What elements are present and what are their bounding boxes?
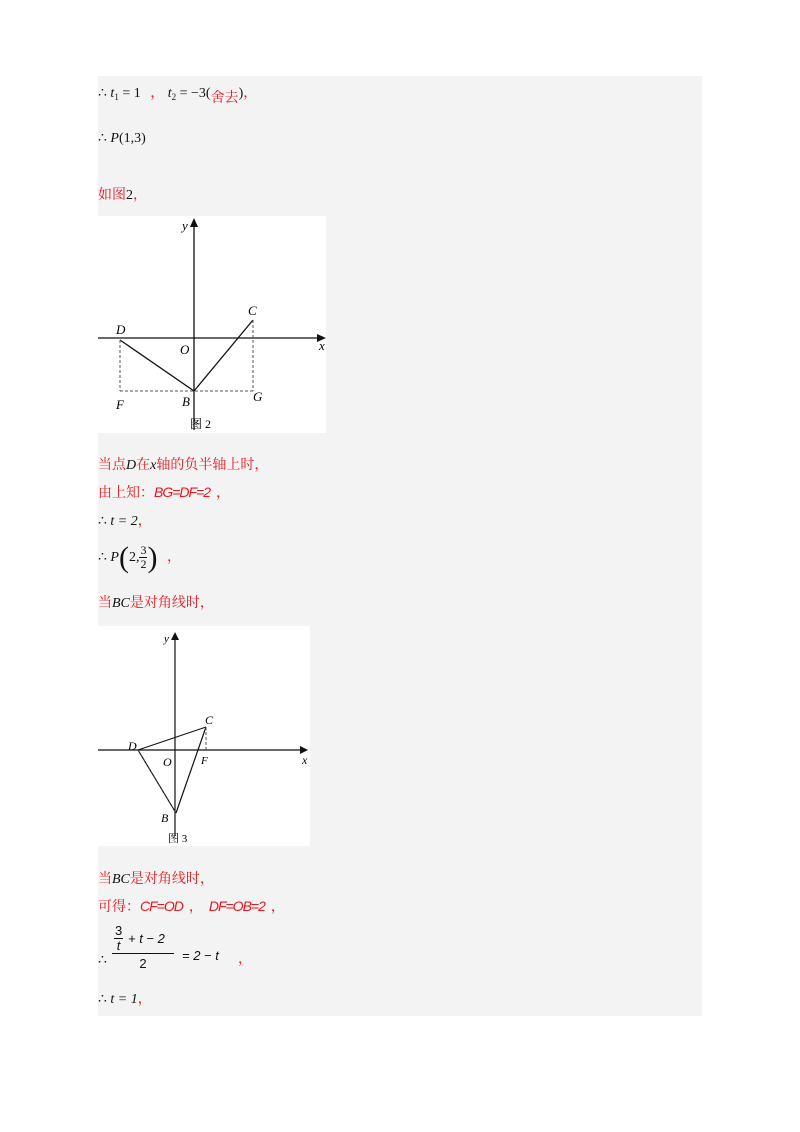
point-p: P [110, 550, 119, 565]
label-o: O [180, 342, 190, 357]
line-d-negative-axis [98, 454, 268, 474]
segment-bc: BC [112, 872, 130, 887]
point-p-coords: (1,3) [118, 131, 146, 146]
line-t-values [98, 82, 258, 106]
discard-label: 舍去 [210, 90, 239, 106]
label-o: O [163, 755, 172, 769]
label-d: D [128, 739, 137, 753]
coord-x: 2, [128, 550, 140, 565]
text-from-above: 由上知： [98, 485, 154, 501]
frac-denominator: 2 [140, 557, 147, 572]
frac-numerator: 3 [140, 543, 147, 558]
t1-subscript: 1 [114, 92, 119, 102]
var-x: x [150, 458, 157, 473]
figure-3-diagram [98, 626, 310, 846]
comma: ， [270, 899, 285, 915]
expr-t-1: t = 1 [110, 992, 138, 1007]
segment-bc [194, 320, 253, 391]
line-t-2 [98, 510, 152, 530]
big-fraction [112, 924, 168, 971]
line-see-fig2 [98, 184, 147, 204]
figure-2-caption: 图 2 [190, 417, 212, 431]
point-p: P [110, 131, 119, 146]
line-cf-od [98, 896, 285, 916]
see-figure-text: 如图 [98, 187, 126, 203]
rhs-expr: = 2 − t [182, 948, 219, 963]
label-b: B [182, 394, 190, 409]
comma: ， [188, 899, 203, 915]
comma: ， [243, 85, 258, 101]
text-negative-axis: 轴的负半轴上时， [156, 457, 269, 473]
figure-number: 2 [126, 188, 133, 203]
label-f: F [201, 755, 208, 767]
t1-value: = 1 [118, 86, 141, 101]
segment-bc [176, 727, 206, 813]
line-bg-df [98, 482, 230, 502]
label-y: y [164, 633, 169, 645]
y-axis-arrow [171, 632, 179, 640]
line-bc-diagonal-1 [98, 592, 214, 612]
expr-cf-od: CF=OD [140, 898, 183, 914]
therefore-symbol: ∴ [98, 86, 107, 101]
label-g: G [253, 389, 263, 404]
inner-denominator: t [116, 938, 121, 953]
label-c: C [205, 713, 214, 727]
line-p-1-3 [98, 130, 146, 147]
comma: ， [166, 549, 181, 565]
text-is-diagonal: 是对角线时， [129, 595, 214, 611]
therefore-symbol: ∴ [98, 550, 107, 565]
text-is-diagonal: 是对角线时， [129, 871, 214, 887]
inner-numerator: 3 [115, 923, 123, 938]
expr-df-ob: DF=OB=2 [208, 898, 265, 914]
text-when: 当 [98, 595, 112, 611]
comma: ， [238, 951, 252, 967]
line-p-2-3over2: ∴ P(2, $\frac{3}{2}$ ) ， [98, 540, 181, 574]
therefore-symbol: ∴ [98, 953, 107, 968]
comma: ， [137, 991, 152, 1007]
label-x: x [302, 753, 308, 767]
figure-3 [98, 626, 310, 846]
big-fraction-top [112, 924, 168, 954]
comma: ， [137, 513, 152, 529]
point-d: D [126, 458, 137, 473]
text-when-point: 当点 [98, 457, 126, 473]
comma: ， [216, 485, 231, 501]
label-d: D [116, 322, 126, 337]
close-paren: ) [238, 86, 244, 101]
comma: ， [150, 85, 165, 101]
t2-subscript: 2 [171, 92, 177, 102]
y-axis-arrow [190, 218, 198, 227]
top-remainder: + t − 2 [128, 931, 165, 946]
figure-2 [98, 216, 326, 433]
label-f: F [116, 397, 124, 412]
line-t-1 [98, 988, 152, 1008]
therefore-symbol: ∴ [98, 992, 107, 1007]
comma: ， [133, 187, 147, 203]
label-b: B [161, 811, 169, 825]
expr-bg-df: BG=DF=2 [154, 484, 211, 500]
t2-var: t [167, 86, 172, 101]
text-obtain: 可得： [98, 899, 140, 915]
label-y: y [182, 218, 188, 233]
line-bc-diagonal-2 [98, 868, 214, 888]
text-on: 在 [136, 457, 151, 473]
segment-dc [138, 727, 206, 750]
therefore-symbol: ∴ [98, 514, 107, 529]
text-when: 当 [98, 871, 112, 887]
figure-3-caption: 图 3 [168, 833, 188, 845]
segment-bc: BC [112, 596, 130, 611]
therefore-symbol: ∴ [98, 131, 107, 146]
expr-t-2: t = 2 [110, 514, 138, 529]
figure-2-diagram [98, 216, 326, 433]
label-c: C [248, 303, 257, 318]
document-page [98, 76, 702, 1016]
label-x: x [319, 338, 325, 353]
t2-value: = −3( [176, 86, 211, 101]
t1-var: t [110, 86, 115, 101]
big-denominator: 2 [139, 956, 147, 971]
